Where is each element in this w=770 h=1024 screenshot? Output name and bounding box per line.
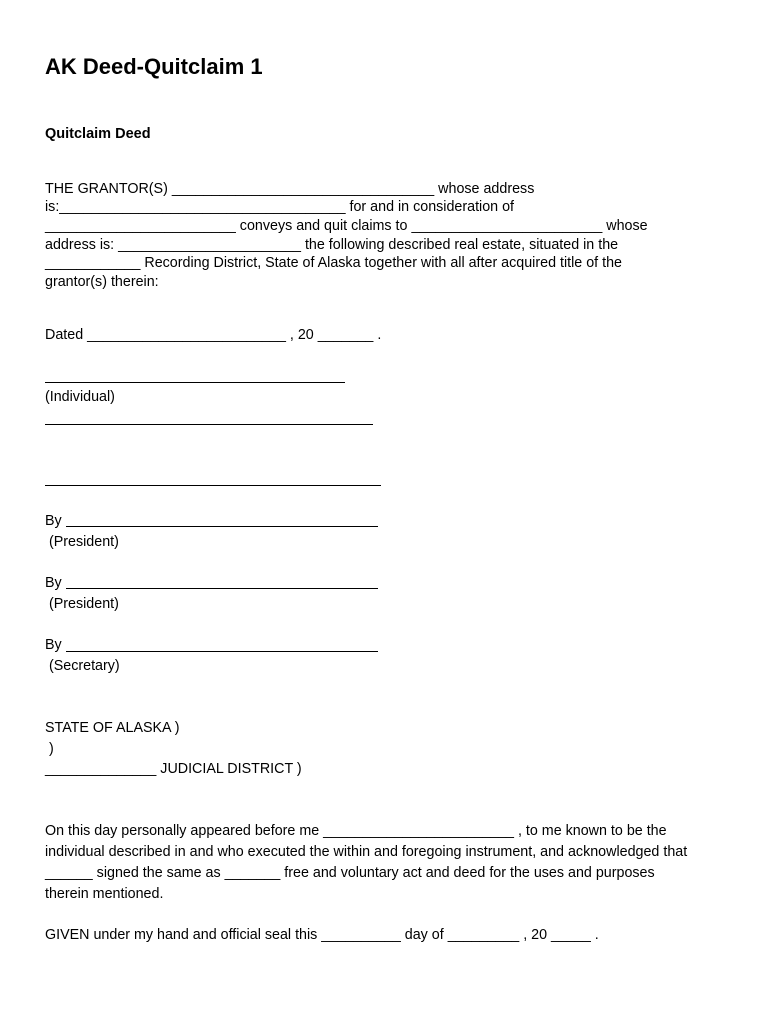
appearance-line-2: individual described in and who executed the within and foregoing instrument, and acknowledged that bbox=[45, 844, 688, 860]
appearance-line-4: therein mentioned. bbox=[45, 886, 164, 902]
by-signature-line-3 bbox=[66, 651, 378, 652]
secretary-label: (Secretary) bbox=[45, 658, 120, 674]
grantor-line-1: THE GRANTOR(S) _________________________________ whose address bbox=[45, 181, 535, 197]
state-line: STATE OF ALASKA ) bbox=[45, 720, 180, 736]
appearance-line-1: On this day personally appeared before me ________________________ , to me known to be the bbox=[45, 823, 667, 839]
individual-label: (Individual) bbox=[45, 389, 115, 405]
president-label-1: (President) bbox=[45, 534, 119, 550]
paren-line: ) bbox=[45, 741, 54, 757]
by-label-1: By bbox=[45, 513, 62, 529]
judicial-district-line: ______________ JUDICIAL DISTRICT ) bbox=[45, 761, 302, 777]
given-line: GIVEN under my hand and official seal this __________ day of _________ , 20 _____ . bbox=[45, 927, 599, 943]
president-label-2: (President) bbox=[45, 596, 119, 612]
grantor-line-6: grantor(s) therein: bbox=[45, 274, 159, 290]
grantor-line-2: is:____________________________________ for and in consideration of bbox=[45, 199, 515, 215]
dated-line: Dated _________________________ , 20 _______ . bbox=[45, 327, 382, 343]
grantor-line-4: address is: _______________________ the following described real estate, situated in the bbox=[45, 237, 619, 253]
appearance-line-3: ______ signed the same as _______ free and voluntary act and deed for the uses and purposes bbox=[45, 865, 655, 881]
grantor-line-5: ____________ Recording District, State of Alaska together with all after acquired title of the bbox=[45, 255, 622, 271]
by-label-3: By bbox=[45, 637, 62, 653]
document-subtitle: Quitclaim Deed bbox=[45, 126, 151, 142]
document-title: AK Deed-Quitclaim 1 bbox=[45, 54, 263, 79]
by-label-2: By bbox=[45, 575, 62, 591]
grantor-line-3: ________________________ conveys and quit claims to ________________________ whose bbox=[45, 218, 648, 234]
signature-line-2 bbox=[45, 424, 373, 425]
by-signature-line-2 bbox=[66, 588, 378, 589]
by-signature-line-1 bbox=[66, 526, 378, 527]
company-name-line bbox=[45, 485, 381, 486]
signature-line-individual bbox=[45, 382, 345, 383]
